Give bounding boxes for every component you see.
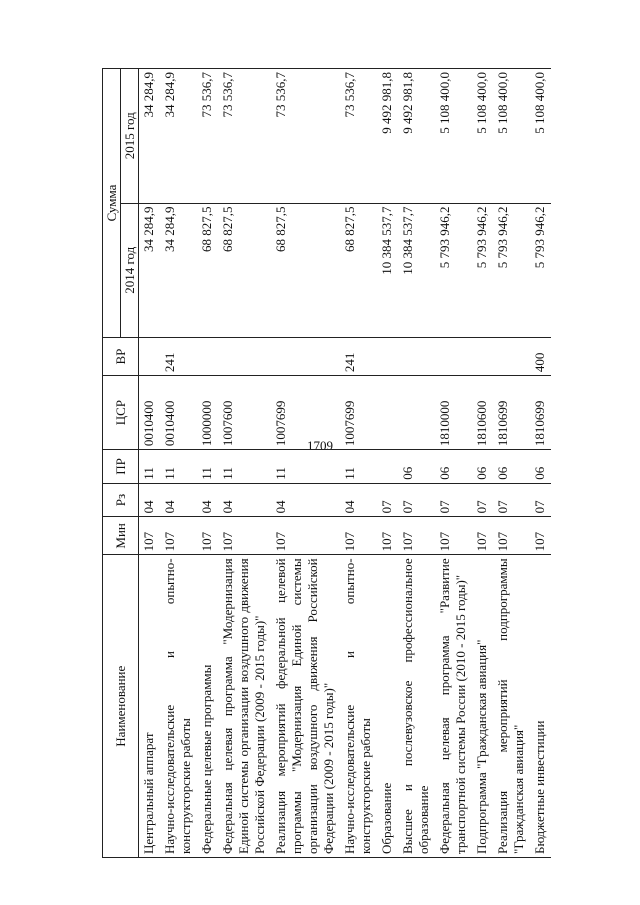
row-sum-2014: 68 827,5 [271, 203, 340, 337]
header-sum: Сумма [103, 69, 121, 338]
row-sum-2014: 10 384 537,7 [398, 203, 435, 337]
row-sum-2014: 5 793 946,2 [493, 203, 530, 337]
row-pr: 06 [398, 450, 435, 484]
table-row [493, 69, 530, 858]
row-vr [435, 338, 472, 376]
row-vr [398, 338, 435, 376]
row-sum-2015: 73 536,7 [340, 69, 377, 204]
row-vr [271, 338, 340, 376]
row-min: 107 [160, 517, 197, 555]
row-sum-2014: 34 284,9 [139, 203, 161, 337]
table-row [271, 69, 340, 858]
header-2015: 2015 год [121, 69, 139, 204]
row-name: Образование [377, 555, 398, 858]
row-vr [218, 338, 271, 376]
row-min: 107 [377, 517, 398, 555]
row-name: Высшее и послевузовское профессиональное образование [398, 555, 435, 858]
row-min: 107 [218, 517, 271, 555]
header-name: Наименование [103, 555, 139, 858]
row-sum-2015: 73 536,7 [197, 69, 218, 204]
table-row [218, 69, 271, 858]
row-vr [472, 338, 493, 376]
row-vr [493, 338, 530, 376]
table-row [435, 69, 472, 858]
row-min: 107 [340, 517, 377, 555]
row-csr: 1007699 [271, 376, 340, 450]
row-rz: 07 [377, 483, 398, 517]
row-pr: 06 [435, 450, 472, 484]
row-name: Научно-исследовательские и опытно-конструкторские работы [340, 555, 377, 858]
row-name: Реализация мероприятий федеральной целевой программы "Модернизация Единой системы организации воздушного движения Российской Федерации (2009 - 2015 годы)" [271, 555, 340, 858]
row-rz: 04 [139, 483, 161, 517]
table-row [398, 69, 435, 858]
row-pr: 06 [472, 450, 493, 484]
row-sum-2014: 5 793 946,2 [530, 203, 551, 337]
row-pr: 06 [493, 450, 530, 484]
row-pr: 11 [218, 450, 271, 484]
row-sum-2015: 73 536,7 [218, 69, 271, 204]
header-rz: Рз [103, 483, 139, 517]
row-sum-2015: 5 108 400,0 [435, 69, 472, 204]
row-sum-2014: 68 827,5 [340, 203, 377, 337]
row-min: 107 [435, 517, 472, 555]
row-csr [398, 376, 435, 450]
row-sum-2014: 5 793 946,2 [472, 203, 493, 337]
row-min: 107 [197, 517, 218, 555]
row-vr: 241 [160, 338, 197, 376]
row-sum-2015: 9 492 981,8 [398, 69, 435, 204]
row-sum-2015: 5 108 400,0 [530, 69, 551, 204]
budget-table [102, 68, 551, 858]
row-vr: 241 [340, 338, 377, 376]
row-sum-2015: 5 108 400,0 [493, 69, 530, 204]
row-min: 107 [139, 517, 161, 555]
row-pr: 11 [340, 450, 377, 484]
row-name: Федеральная целевая программа "Модернизация Единой системы организации воздушного движения Российской Федерации (2009 - 2015 годы)" [218, 555, 271, 858]
row-sum-2015: 73 536,7 [271, 69, 340, 204]
row-sum-2015: 5 108 400,0 [472, 69, 493, 204]
row-name: Подпрограмма "Гражданская авиация" [472, 555, 493, 858]
header-pr: ПР [103, 450, 139, 484]
header-vr: ВР [103, 338, 139, 376]
row-vr [139, 338, 161, 376]
row-rz: 04 [160, 483, 197, 517]
row-rz: 04 [197, 483, 218, 517]
row-name: Центральный аппарат [139, 555, 161, 858]
row-sum-2015: 34 284,9 [139, 69, 161, 204]
table-header [103, 69, 139, 858]
row-sum-2014: 68 827,5 [197, 203, 218, 337]
row-rz: 04 [218, 483, 271, 517]
table-row [340, 69, 377, 858]
row-csr: 1810699 [493, 376, 530, 450]
row-min: 107 [271, 517, 340, 555]
row-rz: 04 [340, 483, 377, 517]
row-sum-2015: 9 492 981,8 [377, 69, 398, 204]
row-rz: 07 [472, 483, 493, 517]
rotated-table-wrapper [102, 68, 572, 858]
row-pr: 11 [139, 450, 161, 484]
header-2014: 2014 год [121, 203, 139, 337]
row-vr: 400 [530, 338, 551, 376]
row-min: 107 [493, 517, 530, 555]
row-pr: 11 [160, 450, 197, 484]
row-vr [377, 338, 398, 376]
row-min: 107 [472, 517, 493, 555]
row-csr: 1810000 [435, 376, 472, 450]
row-name: Бюджетные инвестиции [530, 555, 551, 858]
row-rz: 07 [493, 483, 530, 517]
row-csr: 1810600 [472, 376, 493, 450]
row-csr: 1007600 [218, 376, 271, 450]
row-csr: 0010400 [139, 376, 161, 450]
row-name: Федеральные целевые программы [197, 555, 218, 858]
row-csr: 1810699 [530, 376, 551, 450]
table-body [139, 69, 552, 858]
row-csr: 1007699 [340, 376, 377, 450]
row-pr: 11 [271, 450, 340, 484]
table-row [377, 69, 398, 858]
table-row [197, 69, 218, 858]
row-pr: 06 [530, 450, 551, 484]
row-sum-2014: 68 827,5 [218, 203, 271, 337]
row-csr: 0010400 [160, 376, 197, 450]
table-row [530, 69, 551, 858]
row-rz: 07 [398, 483, 435, 517]
row-rz: 04 [271, 483, 340, 517]
row-name: Реализация мероприятий подпрограммы "Гражданская авиация" [493, 555, 530, 858]
row-pr: 11 [197, 450, 218, 484]
row-sum-2015: 34 284,9 [160, 69, 197, 204]
row-rz: 07 [435, 483, 472, 517]
row-name: Научно-исследовательские и опытно-конструкторские работы [160, 555, 197, 858]
row-sum-2014: 34 284,9 [160, 203, 197, 337]
row-vr [197, 338, 218, 376]
row-min: 107 [398, 517, 435, 555]
header-min: Мин [103, 517, 139, 555]
page-number: 1709 [307, 438, 333, 453]
row-name: Федеральная целевая программа "Развитие транспортной системы России (2010 - 2015 годы)" [435, 555, 472, 858]
header-csr: ЦСР [103, 376, 139, 450]
row-sum-2014: 10 384 537,7 [377, 203, 398, 337]
row-rz: 07 [530, 483, 551, 517]
row-min: 107 [530, 517, 551, 555]
table-row [139, 69, 161, 858]
table-row [160, 69, 197, 858]
row-sum-2014: 5 793 946,2 [435, 203, 472, 337]
row-pr [377, 450, 398, 484]
table-row [472, 69, 493, 858]
row-csr: 1000000 [197, 376, 218, 450]
row-csr [377, 376, 398, 450]
